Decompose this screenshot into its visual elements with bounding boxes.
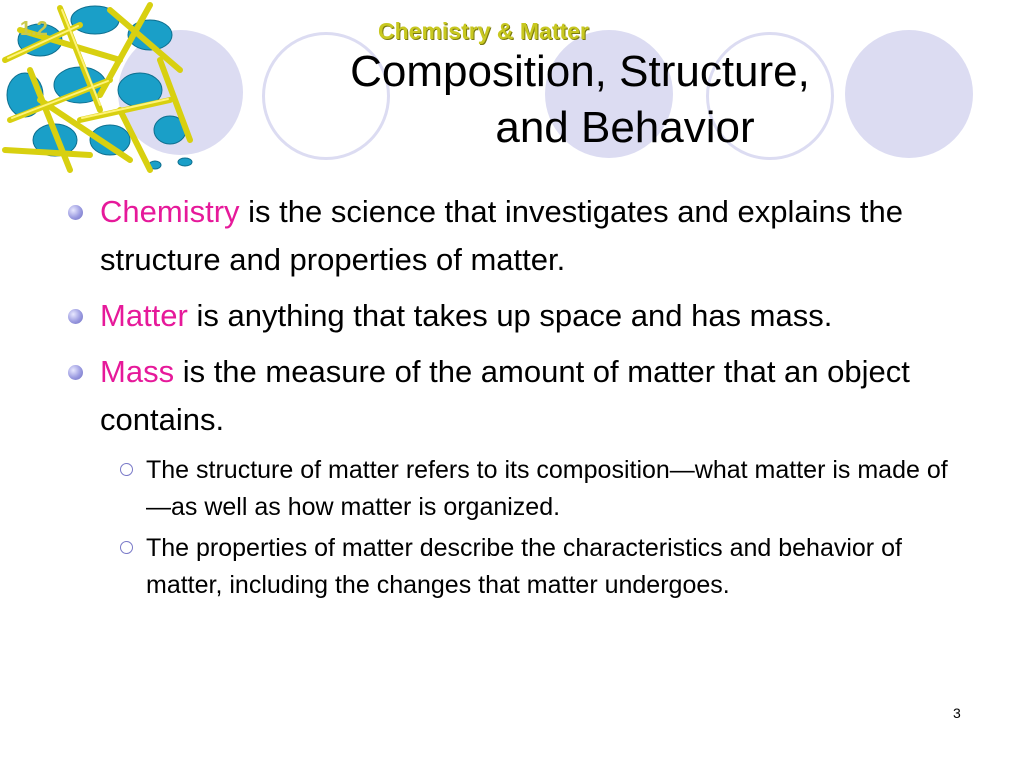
hollow-circle-bullet-icon [120,463,133,476]
section-number: 1.2 [20,18,48,40]
bullet-term: Chemistry [100,194,240,229]
sub-bullet-structure [62,452,962,526]
bullet-text: is the measure of the amount of matter that an object contains. [100,354,910,437]
filled-circle-bullet-icon [68,365,83,380]
bullet-chemistry [62,188,962,284]
page-number: 3 [953,705,961,721]
slide-content [62,188,962,608]
section-title: Chemistry & Matter [378,18,589,44]
sub-bullet-text: The structure of matter refers to its composition—what matter is made of—as well as how matter is organized. [146,456,948,521]
bullet-term: Mass [100,354,175,389]
bullet-text: is the science that investigates and explains the structure and properties of matter. [100,194,903,277]
hollow-circle-bullet-icon [120,541,133,554]
slide-title [230,44,930,156]
filled-circle-bullet-icon [68,205,83,220]
sub-bullet-properties [62,530,962,604]
sub-bullet-text: The properties of matter describe the characteristics and behavior of matter, including the changes that matter undergoes. [146,534,902,599]
bullet-mass [62,348,962,444]
bullet-text: is anything that takes up space and has mass. [187,298,833,333]
filled-circle-bullet-icon [68,309,83,324]
bullet-matter [62,292,962,340]
title-line-1: Composition, Structure, [350,47,810,96]
title-line-2: and Behavior [495,103,755,152]
bullet-term: Matter [100,298,188,333]
